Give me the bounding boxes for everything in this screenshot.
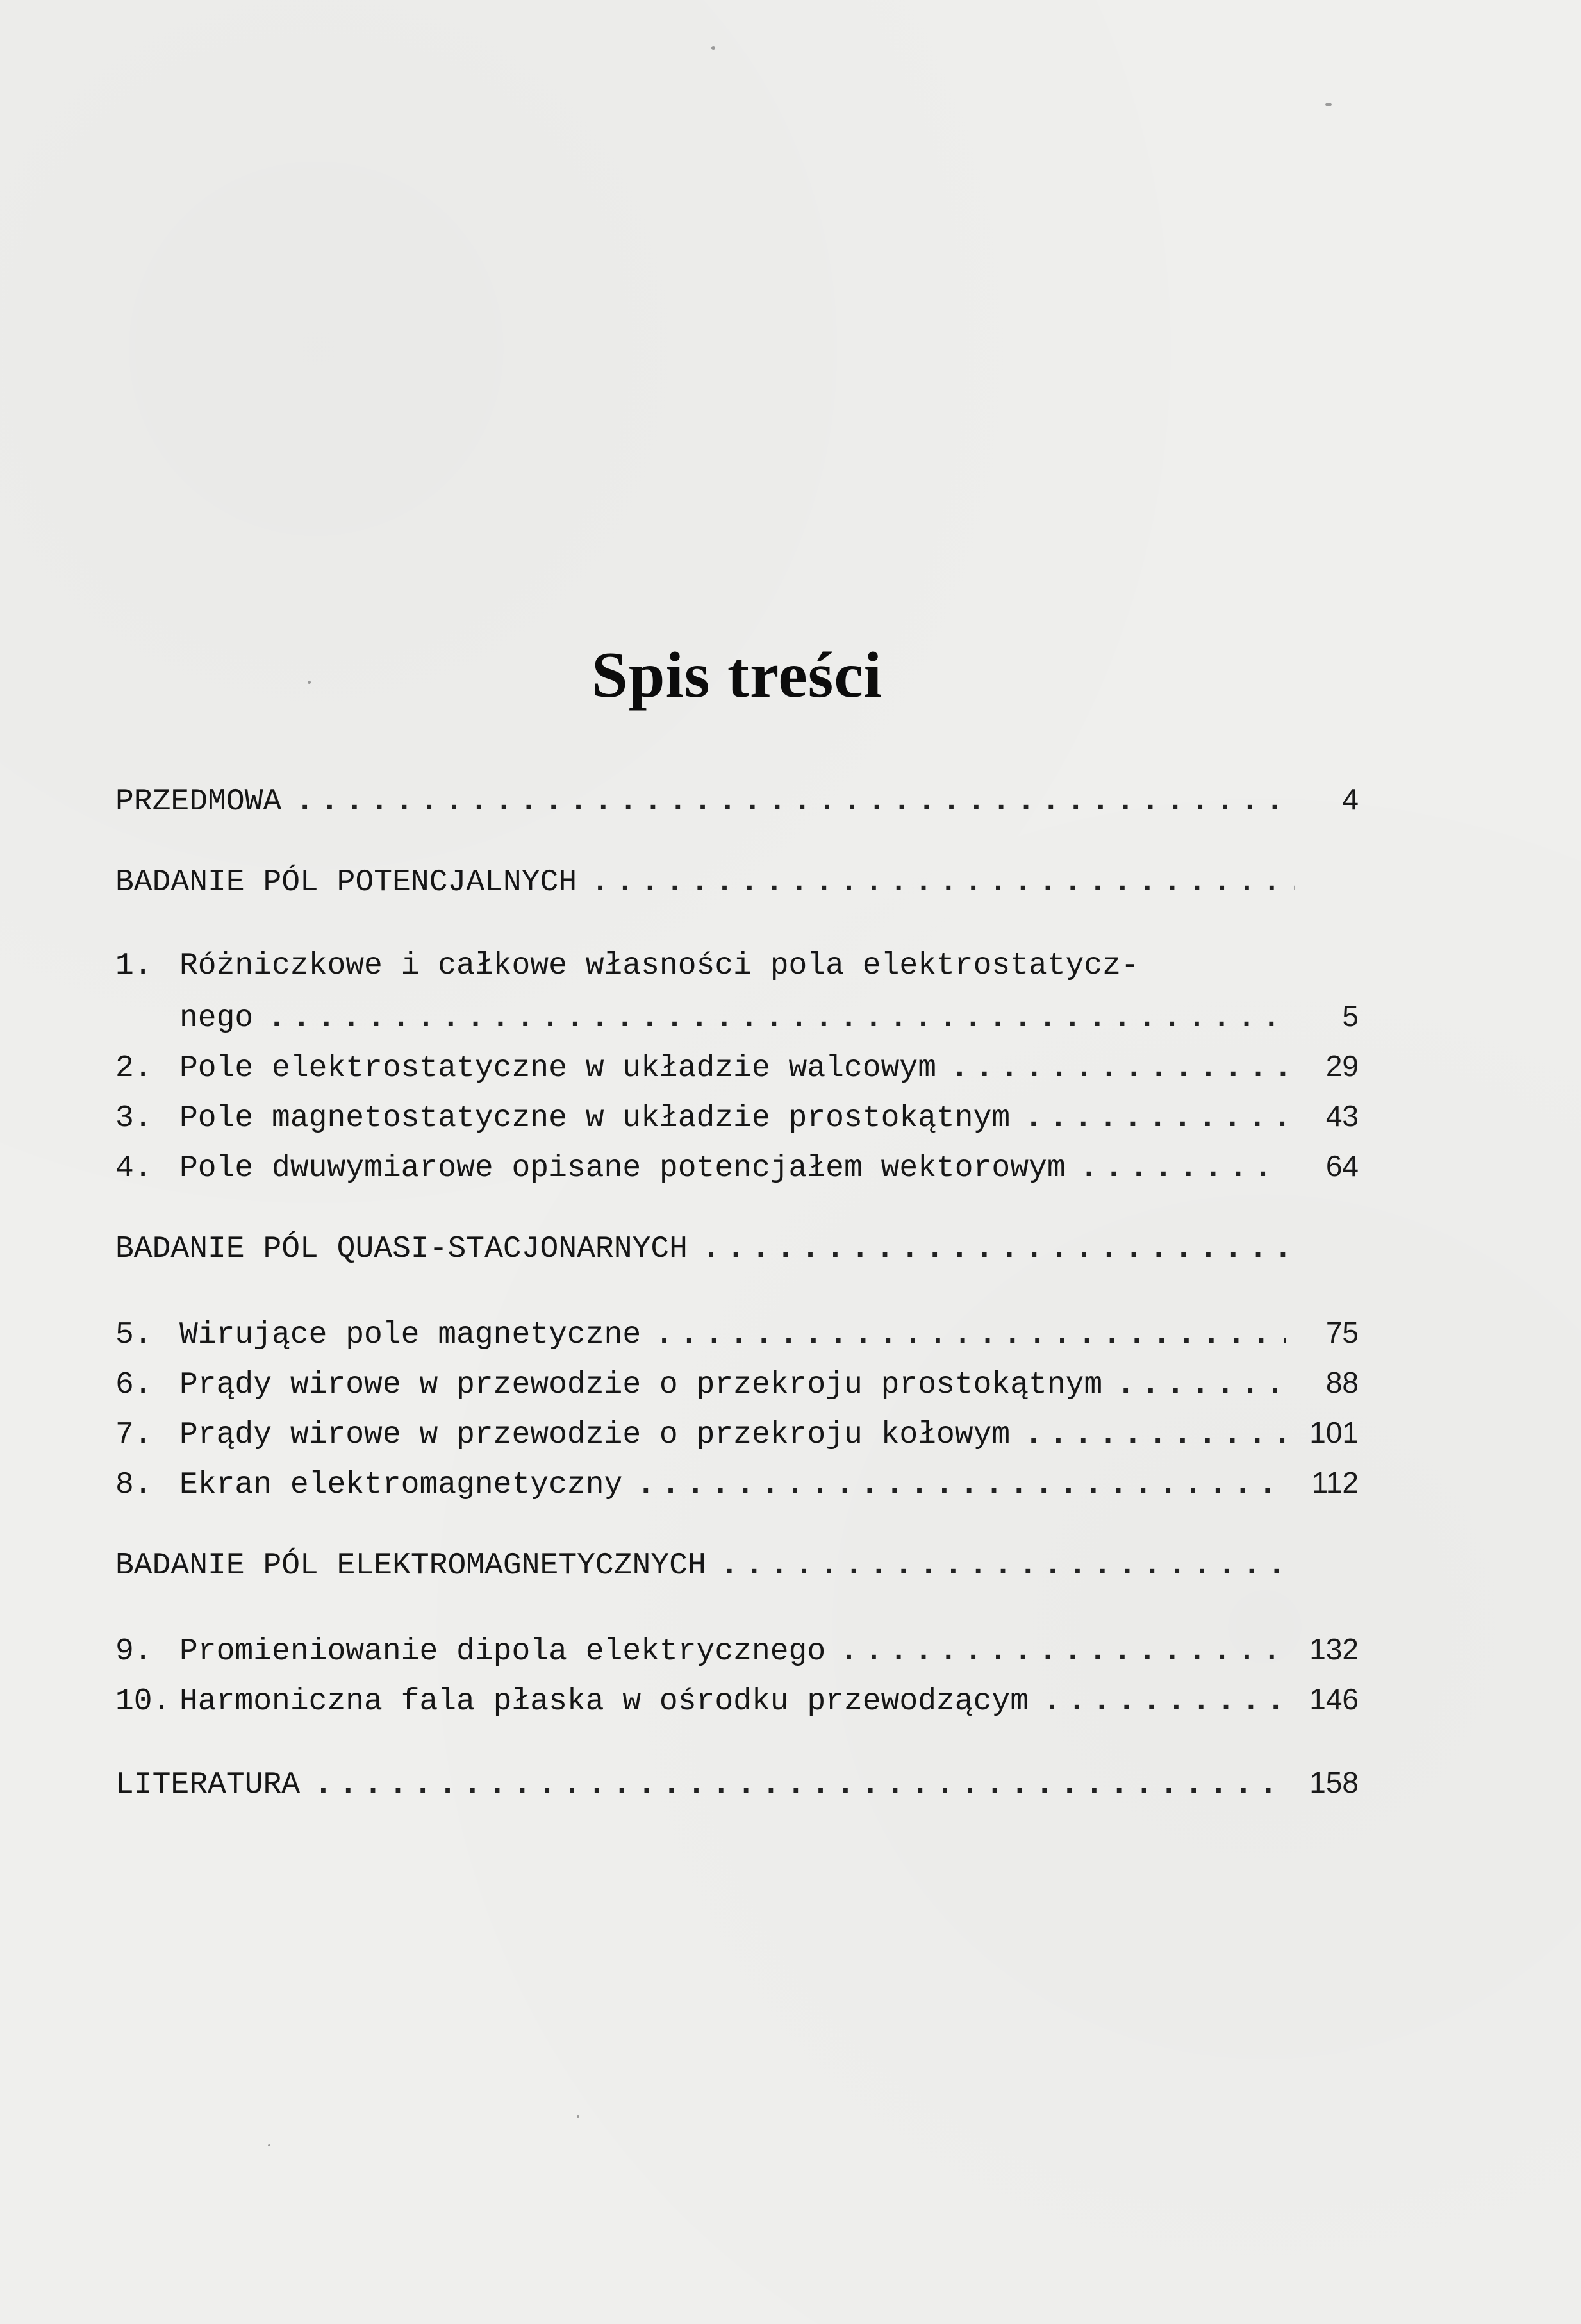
- table-of-contents: [115, 782, 1359, 1815]
- toc-entry-continuation: [115, 999, 1359, 1049]
- dot-leader: [1080, 1151, 1286, 1186]
- toc-entry: [115, 1465, 1359, 1515]
- dot-leader: [720, 1548, 1295, 1583]
- toc-entry: [115, 1682, 1359, 1732]
- toc-entry-text: BADANIE PÓL ELEKTROMAGNETYCZNYCH: [115, 1548, 706, 1583]
- toc-page-number: 158: [1309, 1766, 1359, 1799]
- toc-page-number: 43: [1325, 1099, 1359, 1133]
- toc-entry-text: Prądy wirowe w przewodzie o przekroju kołowym: [179, 1418, 1011, 1452]
- scan-speck: [1325, 103, 1332, 106]
- toc-entry-text: PRZEDMOWA: [115, 784, 282, 819]
- toc-entry: [115, 1365, 1359, 1415]
- page-title: Spis treści: [592, 639, 882, 711]
- toc-page-number: 132: [1309, 1632, 1359, 1666]
- toc-entry-text: Pole dwuwymiarowe opisane potencjałem wektorowym: [179, 1151, 1066, 1186]
- dot-leader: [1116, 1368, 1286, 1402]
- toc-entry-przedmowa: [115, 782, 1359, 832]
- toc-page-number: 112: [1311, 1466, 1359, 1499]
- toc-entry-number: 3.: [115, 1101, 153, 1136]
- dot-leader: [655, 1318, 1286, 1352]
- dot-leader: [840, 1634, 1286, 1669]
- dot-leader: [591, 865, 1295, 900]
- toc-entry-text: nego: [179, 1001, 254, 1036]
- toc-entry: [115, 1315, 1359, 1365]
- dot-leader: [267, 1001, 1286, 1036]
- toc-entry-number: 7.: [115, 1418, 153, 1452]
- toc-entry: [115, 1049, 1359, 1099]
- scan-speck: [577, 2115, 579, 2118]
- toc-entry-text: Wirujące pole magnetyczne: [179, 1318, 642, 1352]
- toc-entry-text: Harmoniczna fala płaska w ośrodku przewodzącym: [179, 1684, 1029, 1719]
- toc-entry: [115, 1415, 1359, 1465]
- toc-page-number: 64: [1325, 1149, 1359, 1183]
- toc-entry: [115, 1149, 1359, 1199]
- toc-entry-text: Pole magnetostatyczne w układzie prostokątnym: [179, 1101, 1011, 1136]
- toc-entry: [115, 1099, 1359, 1149]
- toc-entry-number: 6.: [115, 1368, 153, 1402]
- toc-entry: [115, 1632, 1359, 1682]
- toc-entry-text: LITERATURA: [115, 1768, 301, 1802]
- toc-section-heading: [115, 1548, 1359, 1598]
- toc-page-number: 146: [1309, 1682, 1359, 1716]
- dot-leader: [295, 784, 1286, 819]
- toc-page-number: 5: [1342, 999, 1359, 1033]
- toc-entry-text: Pole elektrostatyczne w układzie walcowym: [179, 1051, 936, 1086]
- dot-leader: [950, 1051, 1286, 1086]
- toc-page-number: 101: [1309, 1416, 1359, 1449]
- toc-entry-number: 4.: [115, 1151, 153, 1186]
- toc-entry-text: Ekran elektromagnetyczny: [179, 1468, 623, 1502]
- toc-page-number: 75: [1325, 1316, 1359, 1349]
- toc-section-heading: [115, 1232, 1359, 1282]
- dot-leader: [314, 1768, 1286, 1802]
- toc-page-number: 88: [1325, 1366, 1359, 1399]
- dot-leader: [702, 1232, 1295, 1266]
- dot-leader: [636, 1468, 1286, 1502]
- toc-entry-number: 9.: [115, 1634, 153, 1669]
- toc-entry-number: 10.: [115, 1684, 171, 1719]
- toc-entry-text: Różniczkowe i całkowe własności pola elektrostatycz-: [179, 949, 1139, 983]
- scan-speck: [711, 46, 715, 50]
- dot-leader: [1024, 1418, 1286, 1452]
- toc-entry-number: 1.: [115, 949, 153, 983]
- toc-entry-number: 8.: [115, 1468, 153, 1502]
- toc-entry-number: 2.: [115, 1051, 153, 1086]
- toc-entry-text: BADANIE PÓL POTENCJALNYCH: [115, 865, 577, 900]
- dot-leader: [1043, 1684, 1286, 1719]
- toc-entry-text: Promieniowanie dipola elektrycznego: [179, 1634, 826, 1669]
- toc-entry-literatura: [115, 1765, 1359, 1815]
- toc-entry-number: 5.: [115, 1318, 153, 1352]
- toc-entry-text: BADANIE PÓL QUASI-STACJONARNYCH: [115, 1232, 688, 1266]
- scan-speck: [268, 2144, 270, 2146]
- toc-page-number: 29: [1325, 1049, 1359, 1083]
- dot-leader: [1024, 1101, 1286, 1136]
- toc-entry-text: Prądy wirowe w przewodzie o przekroju prostokątnym: [179, 1368, 1103, 1402]
- toc-entry: [115, 949, 1359, 999]
- toc-page-number: 4: [1342, 783, 1359, 816]
- toc-section-heading: [115, 865, 1359, 915]
